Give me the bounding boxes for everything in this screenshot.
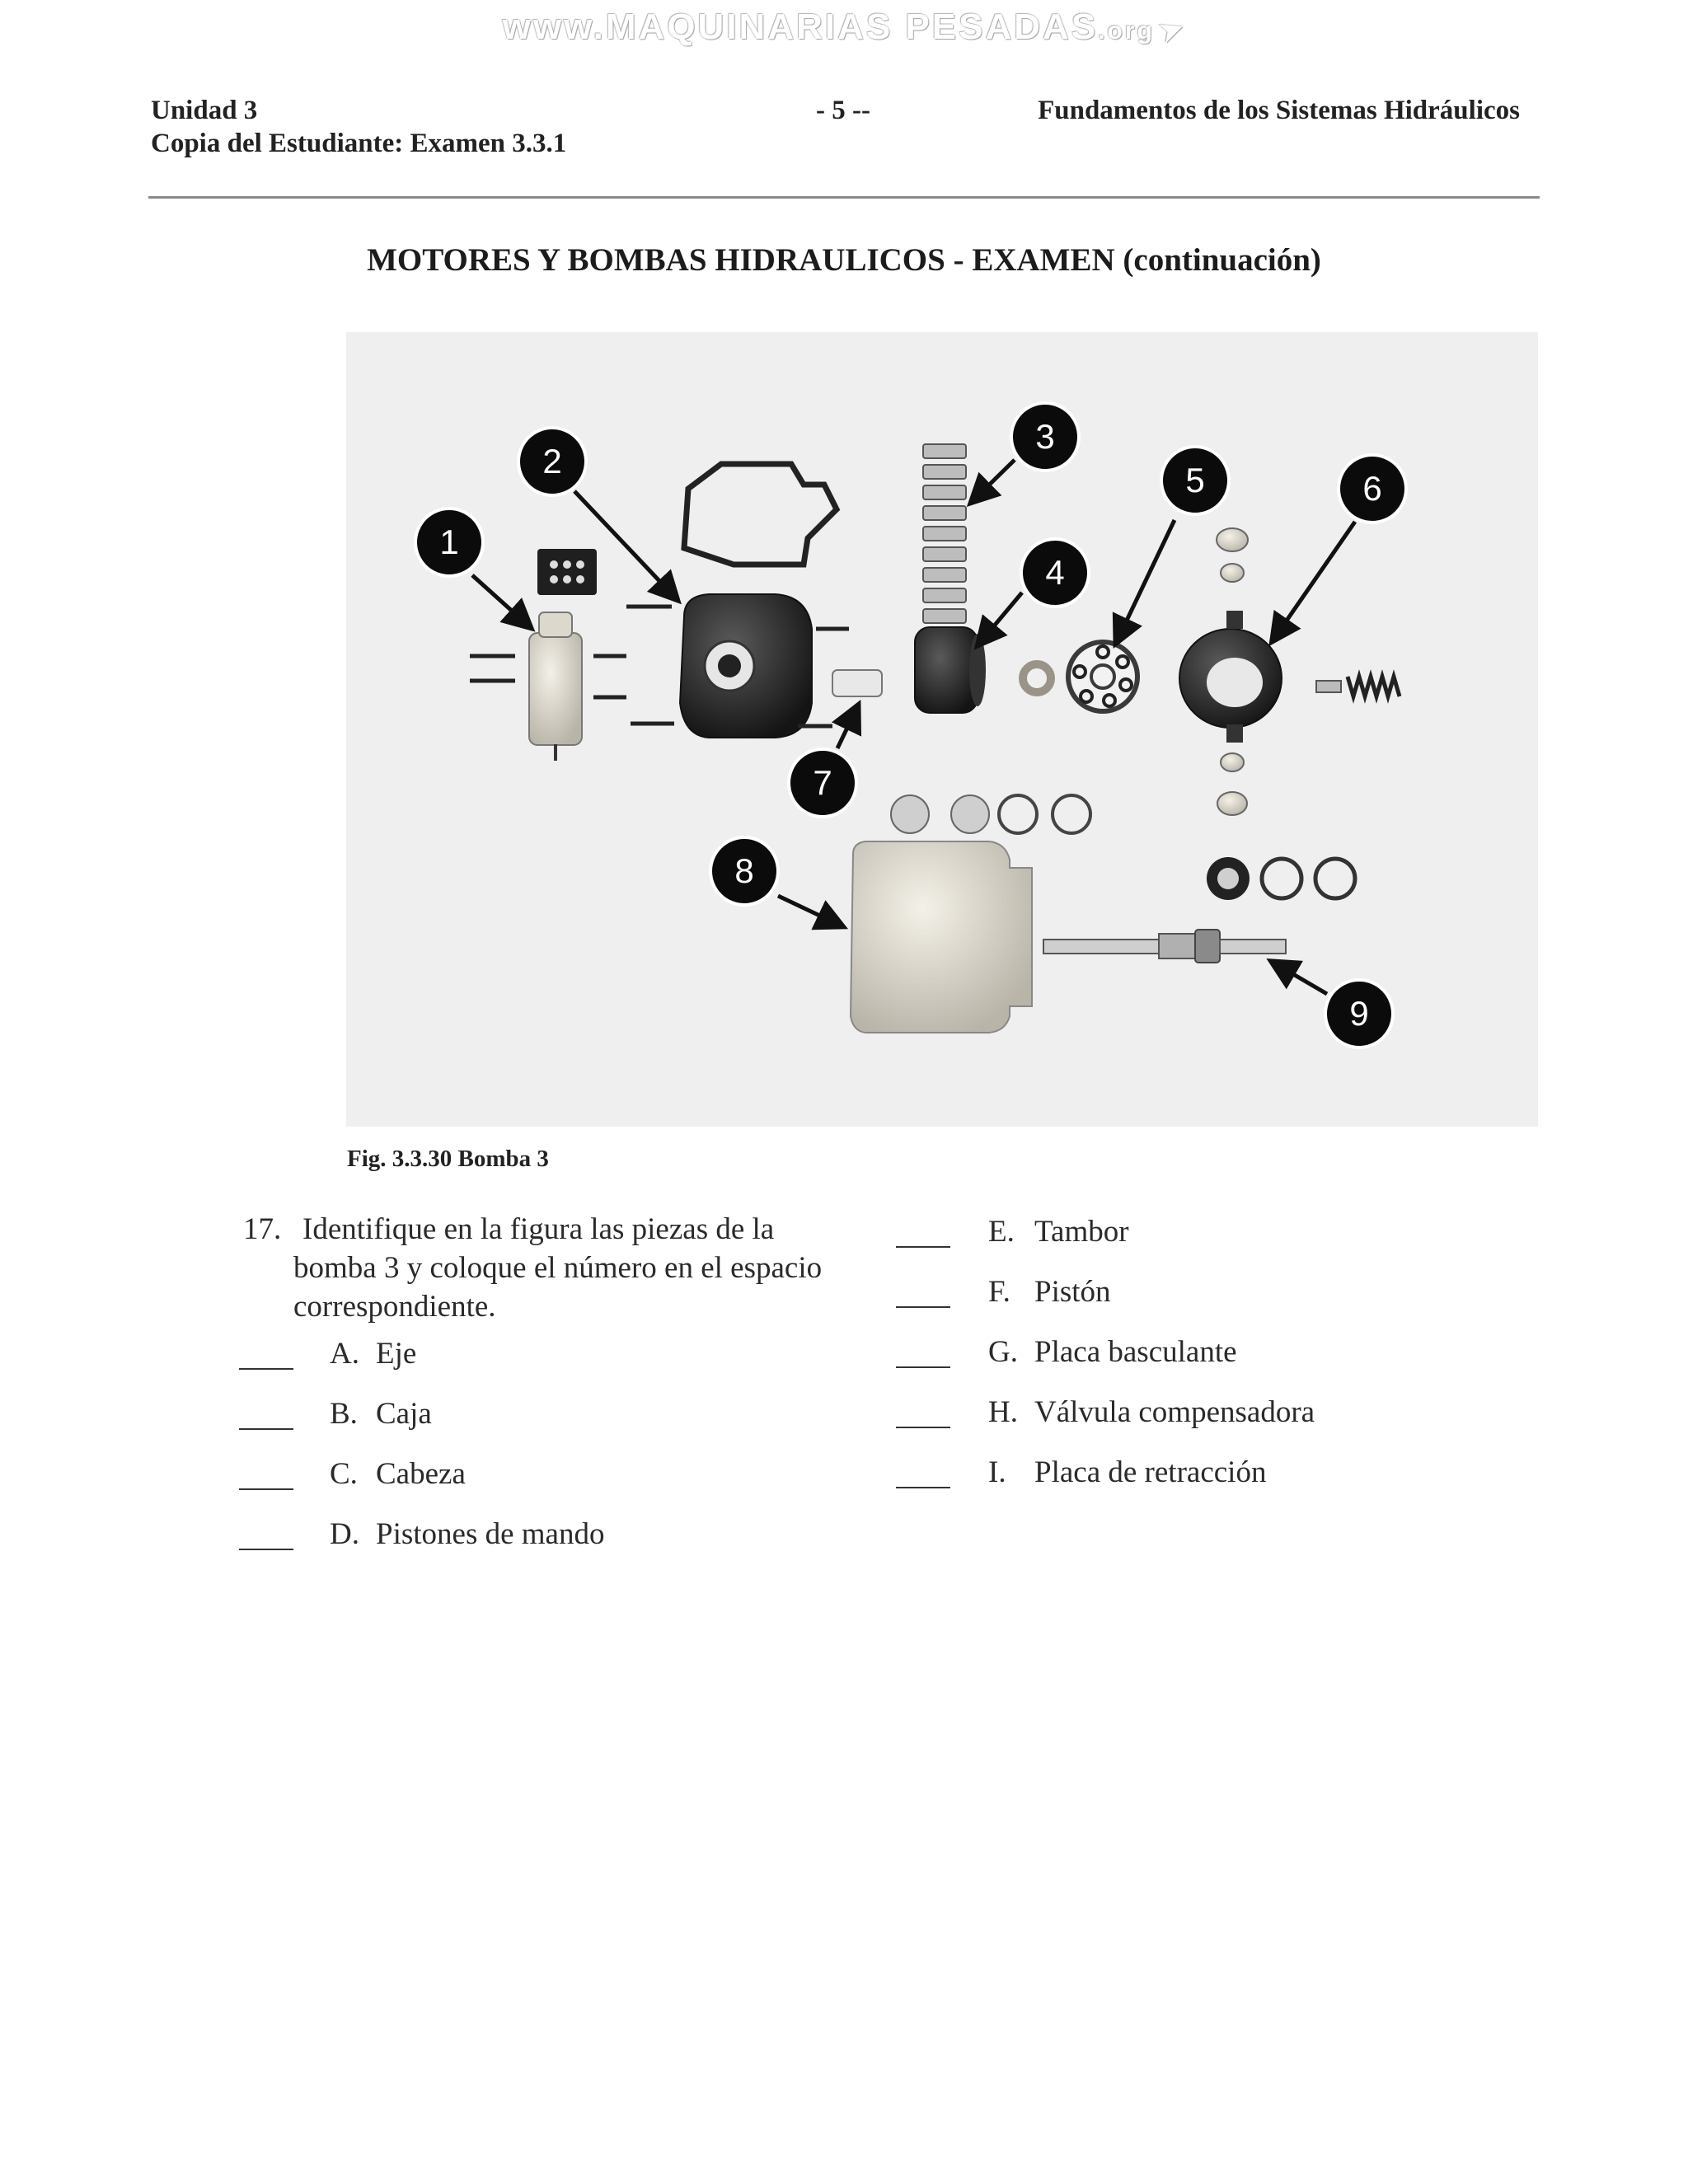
header-divider xyxy=(148,196,1540,199)
question-line-2: bomba 3 y coloque el número en el espacio xyxy=(293,1251,823,1285)
swashplate-part xyxy=(1179,528,1400,815)
option-f-letter: F. xyxy=(988,1275,1010,1309)
option-a xyxy=(330,1336,416,1371)
callout-9-label: 9 xyxy=(1349,994,1369,1033)
answer-blank-b[interactable] xyxy=(239,1428,293,1430)
shaft-part xyxy=(1043,930,1286,963)
watermark-main: www.MAQUINARIAS PESADAS xyxy=(502,7,1099,47)
header-unit: Unidad 3 xyxy=(151,96,258,125)
callout-9 xyxy=(1325,980,1393,1047)
option-c-letter: C. xyxy=(330,1457,358,1491)
drum-part xyxy=(915,627,986,713)
callout-6-label: 6 xyxy=(1362,469,1382,508)
callout-6 xyxy=(1339,455,1406,523)
callout-1-label: 1 xyxy=(439,523,459,561)
option-b-letter: B. xyxy=(330,1397,358,1431)
answer-blank-d[interactable] xyxy=(239,1549,293,1550)
answer-blank-a[interactable] xyxy=(239,1368,293,1370)
option-g xyxy=(988,1334,1237,1370)
callout-5-label: 5 xyxy=(1185,461,1205,499)
option-i xyxy=(988,1455,1266,1490)
option-f xyxy=(988,1274,1111,1310)
header-course-title: Fundamentos de los Sistemas Hidráulicos xyxy=(1038,96,1520,125)
callout-3 xyxy=(1011,403,1079,471)
callout-1 xyxy=(415,509,483,576)
answer-blank-f[interactable] xyxy=(896,1306,950,1308)
option-f-text: Pistón xyxy=(1034,1275,1111,1309)
answer-blank-g[interactable] xyxy=(896,1366,950,1368)
watermark xyxy=(0,7,1688,48)
option-b xyxy=(330,1396,432,1432)
callout-2 xyxy=(518,428,586,495)
option-h xyxy=(988,1394,1315,1430)
option-e-text: Tambor xyxy=(1034,1215,1129,1249)
callout-2-label: 2 xyxy=(542,442,562,480)
page-title: MOTORES Y BOMBAS HIDRAULICOS - EXAMEN (continuación) xyxy=(367,242,1321,278)
option-h-letter: H. xyxy=(988,1395,1018,1429)
option-e-letter: E. xyxy=(988,1215,1015,1249)
option-e xyxy=(988,1214,1129,1249)
option-d-text: Pistones de mando xyxy=(376,1517,605,1551)
answer-blank-c[interactable] xyxy=(239,1488,293,1490)
callout-7 xyxy=(789,749,856,817)
question-line-1: Identifique en la figura las piezas de la xyxy=(302,1212,775,1246)
answer-blank-e[interactable] xyxy=(896,1246,950,1248)
option-a-letter: A. xyxy=(330,1337,359,1371)
exploded-pump-illustration xyxy=(346,332,1538,1127)
option-i-text: Placa de retracción xyxy=(1034,1455,1267,1489)
option-g-letter: G. xyxy=(988,1335,1018,1369)
option-c-text: Cabeza xyxy=(376,1457,466,1491)
cursor-icon: ➤ xyxy=(1155,10,1190,49)
option-h-text: Válvula compensadora xyxy=(1034,1395,1315,1429)
answer-blank-h[interactable] xyxy=(896,1427,950,1428)
question-line-3: correspondiente. xyxy=(293,1290,496,1324)
option-a-text: Eje xyxy=(376,1337,417,1371)
callout-8 xyxy=(710,837,778,905)
compensator-valve-part xyxy=(470,549,626,761)
option-g-text: Placa basculante xyxy=(1034,1335,1237,1369)
housing-part xyxy=(851,841,1032,1033)
callout-8-label: 8 xyxy=(734,851,754,890)
option-b-text: Caja xyxy=(376,1397,432,1431)
callout-7-label: 7 xyxy=(813,763,832,802)
retraction-plate-part xyxy=(1023,642,1137,711)
drive-pistons-part xyxy=(923,444,966,623)
watermark-suffix: .org xyxy=(1098,17,1155,45)
pump-figure xyxy=(346,332,1538,1127)
header-page-number: - 5 -- xyxy=(816,96,870,125)
callout-4 xyxy=(1021,539,1089,607)
figure-caption: Fig. 3.3.30 Bomba 3 xyxy=(347,1146,549,1172)
pin-part xyxy=(832,670,882,696)
option-d-letter: D. xyxy=(330,1517,359,1551)
option-i-letter: I. xyxy=(988,1455,1006,1489)
callout-3-label: 3 xyxy=(1035,417,1055,456)
answer-blank-i[interactable] xyxy=(896,1487,950,1488)
callout-5 xyxy=(1161,447,1229,514)
pump-head-part xyxy=(626,464,849,738)
option-c xyxy=(330,1456,466,1492)
question-number: 17. xyxy=(243,1212,282,1246)
header-student-copy: Copia del Estudiante: Examen 3.3.1 xyxy=(151,129,567,158)
option-d xyxy=(330,1516,604,1552)
callout-4-label: 4 xyxy=(1045,553,1065,592)
